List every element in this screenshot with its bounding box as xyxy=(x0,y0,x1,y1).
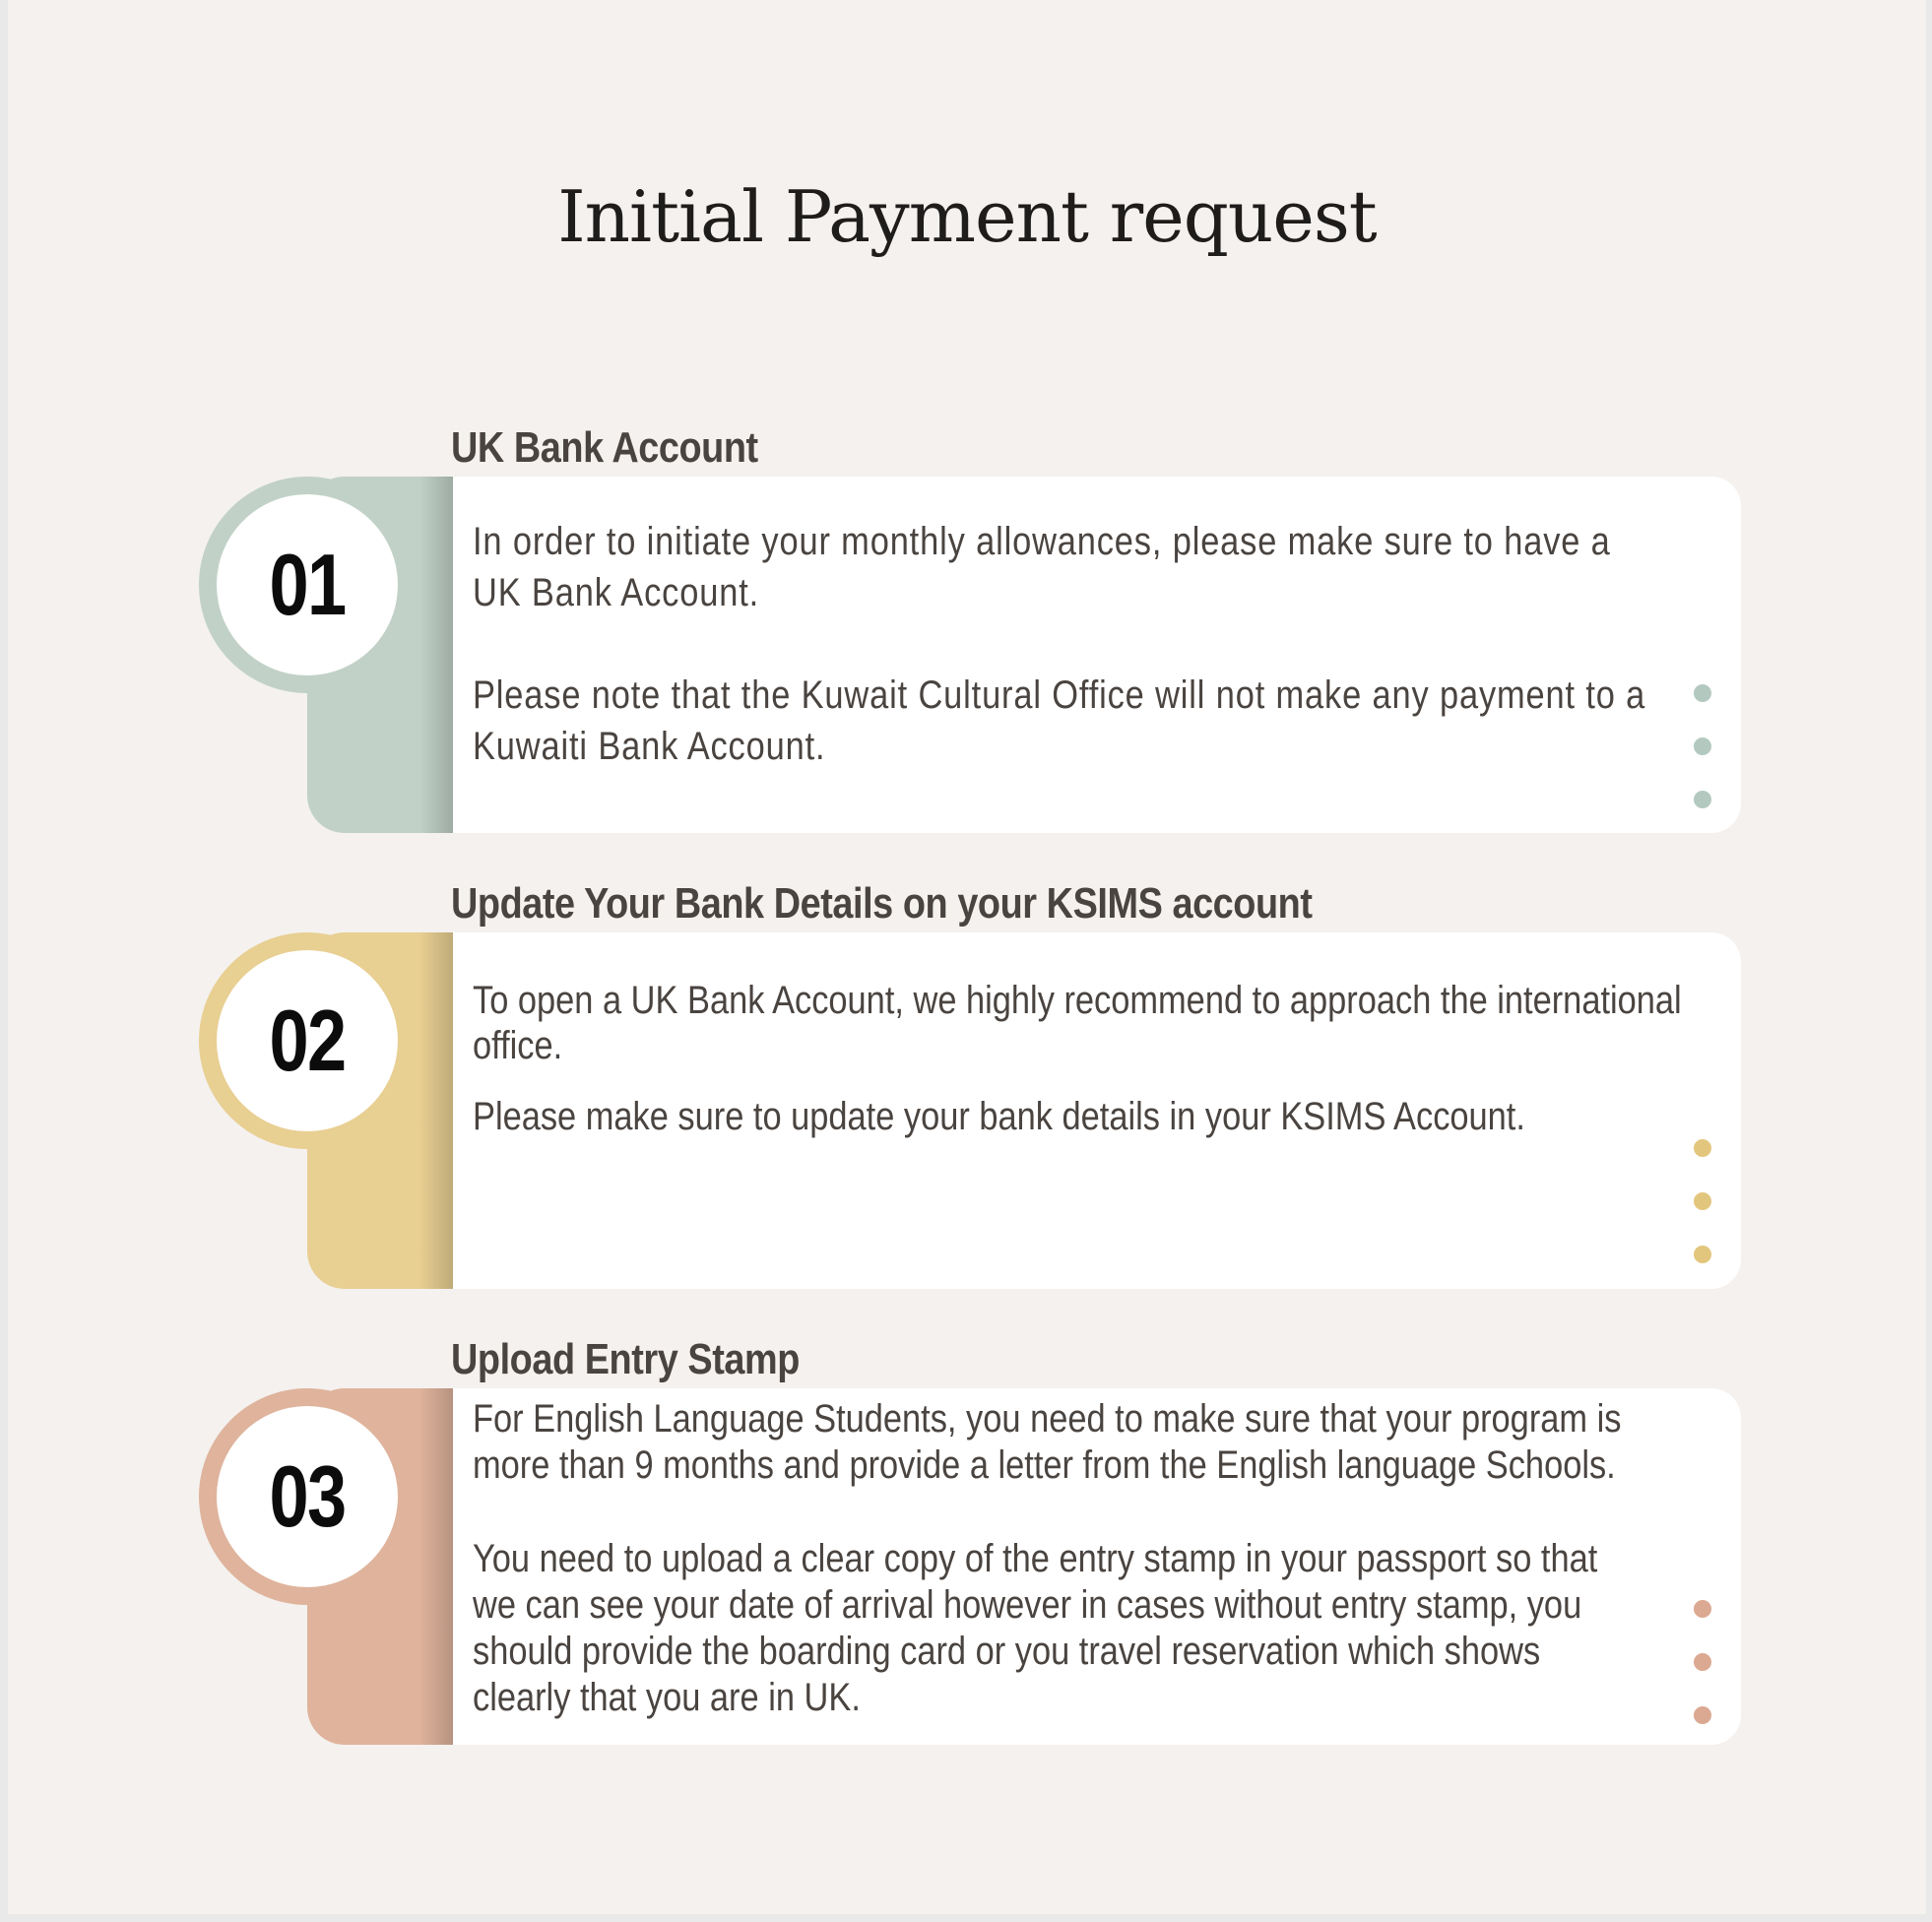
step-paragraph xyxy=(473,516,1611,618)
tab-shadow xyxy=(419,477,453,833)
paragraph-line: For English Language Students, you need to make sure that your program is xyxy=(473,1397,1622,1441)
paragraph-line: Please note that the Kuwait Cultural Office will not make any payment to a xyxy=(473,673,1646,717)
step-card xyxy=(453,932,1741,1289)
paragraph-line: Please make sure to update your bank details in your KSIMS Account. xyxy=(473,1095,1525,1138)
step-paragraph xyxy=(473,1396,1622,1489)
decorative-dot xyxy=(1694,791,1711,808)
decorative-dot xyxy=(1694,1600,1711,1618)
step-paragraph xyxy=(473,670,1646,772)
number-badge xyxy=(217,1406,398,1587)
tab-shadow xyxy=(419,932,453,1289)
step-card xyxy=(453,1388,1741,1745)
paragraph-line: office. xyxy=(473,1024,563,1067)
number-badge xyxy=(217,494,398,675)
paragraph-line: You need to upload a clear copy of the entry stamp in your passport so that xyxy=(473,1537,1598,1580)
step-heading: Update Your Bank Details on your KSIMS account xyxy=(451,879,1313,928)
decorative-dot xyxy=(1694,1139,1711,1157)
decorative-dot xyxy=(1694,1246,1711,1263)
paragraph-line: more than 9 months and provide a letter from the English language Schools. xyxy=(473,1443,1616,1487)
decorative-dot xyxy=(1694,684,1711,702)
step-uk-bank-account xyxy=(8,423,1926,837)
paragraph-line: should provide the boarding card or you travel reservation which shows xyxy=(473,1630,1541,1673)
step-paragraph xyxy=(473,1536,1598,1721)
paragraph-line: we can see your date of arrival however in cases without entry stamp, you xyxy=(473,1583,1582,1627)
step-paragraph xyxy=(473,978,1682,1068)
step-number: 01 xyxy=(269,536,346,633)
paragraph-line: Kuwaiti Bank Account. xyxy=(473,725,826,768)
number-badge xyxy=(217,950,398,1131)
paragraph-line: In order to initiate your monthly allowances, please make sure to have a xyxy=(473,520,1611,563)
step-number: 02 xyxy=(269,992,346,1089)
step-heading: Upload Entry Stamp xyxy=(451,1335,800,1383)
step-card xyxy=(453,477,1741,833)
step-number: 03 xyxy=(269,1447,346,1545)
paragraph-line: UK Bank Account. xyxy=(473,571,760,614)
decorative-dot xyxy=(1694,1706,1711,1724)
tab-shadow xyxy=(419,1388,453,1745)
step-update-bank-details xyxy=(8,879,1926,1293)
decorative-dot xyxy=(1694,737,1711,755)
decorative-dot xyxy=(1694,1653,1711,1671)
decorative-dot xyxy=(1694,1192,1711,1210)
step-upload-entry-stamp xyxy=(8,1335,1926,1749)
paragraph-line: To open a UK Bank Account, we highly recommend to approach the international xyxy=(473,979,1682,1022)
step-heading: UK Bank Account xyxy=(451,423,758,472)
page xyxy=(8,0,1926,1914)
page-title: Initial Payment request xyxy=(557,175,1377,258)
step-paragraph xyxy=(473,1094,1574,1139)
paragraph-line: clearly that you are in UK. xyxy=(473,1676,861,1719)
